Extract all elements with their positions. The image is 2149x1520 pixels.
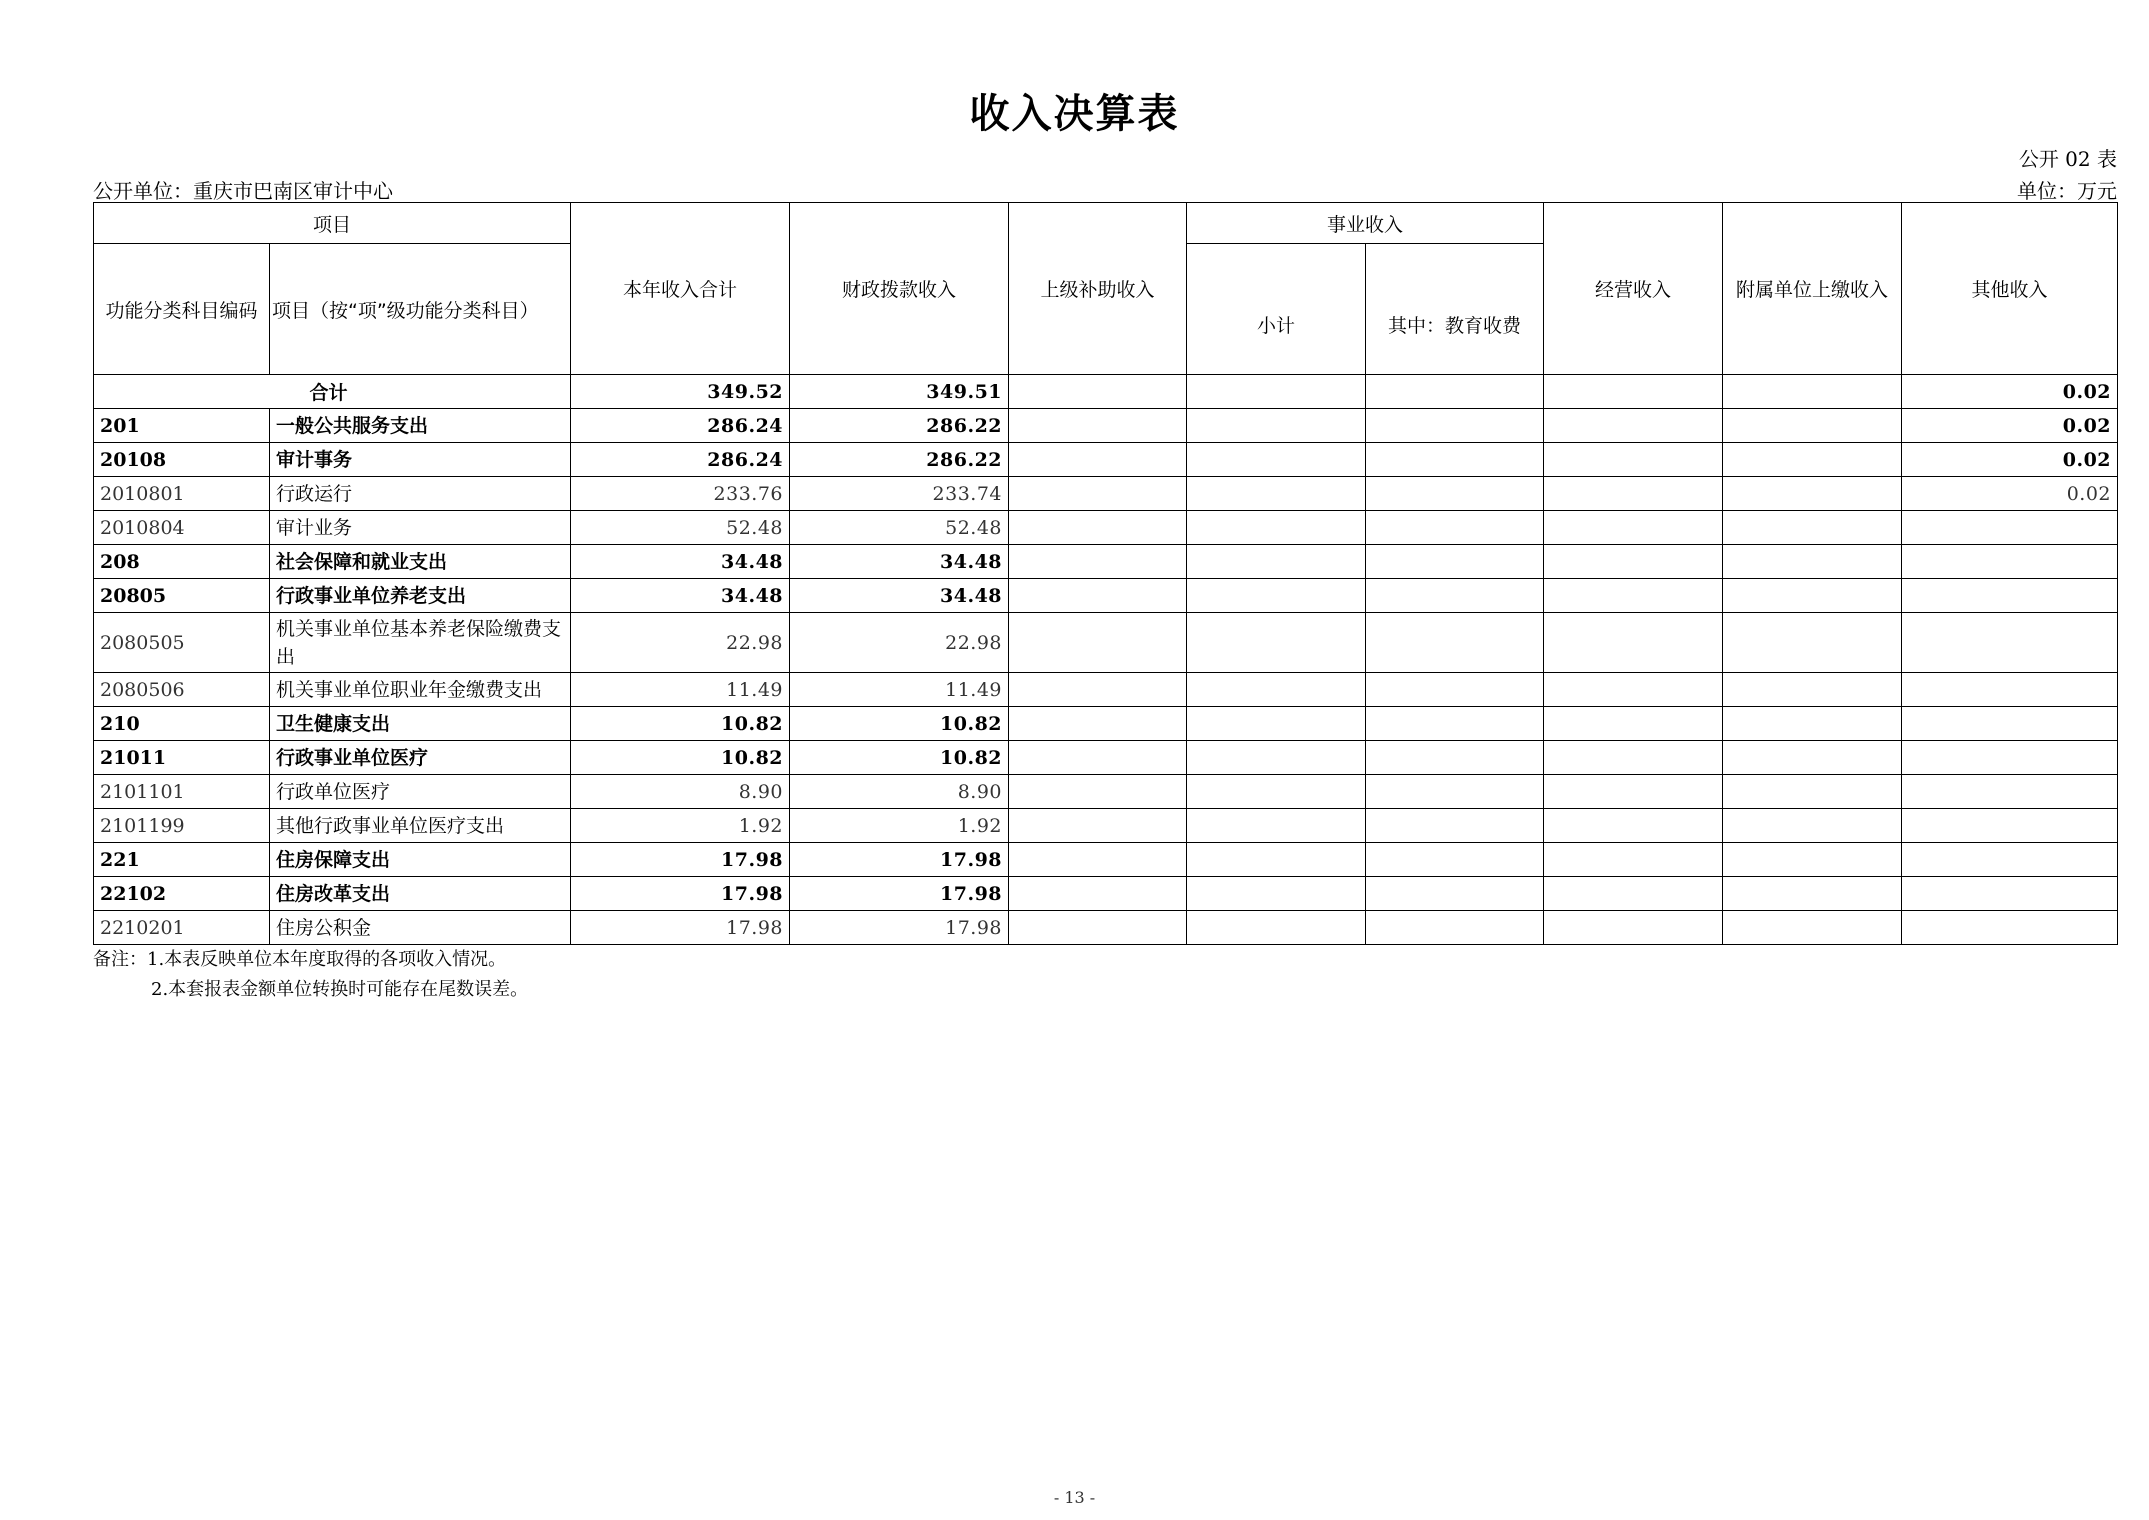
- empty-cell: [1009, 545, 1187, 579]
- header-code: 功能分类科目编码: [94, 244, 270, 375]
- row-fiscal: 11.49: [790, 673, 1009, 707]
- row-total-income: 8.90: [571, 775, 790, 809]
- row-fiscal: 17.98: [790, 843, 1009, 877]
- empty-cell: [1723, 673, 1902, 707]
- row-total-income: 22.98: [571, 613, 790, 673]
- empty-cell: [1187, 843, 1366, 877]
- empty-cell: [1723, 443, 1902, 477]
- row-other: 0.02: [1902, 409, 2118, 443]
- empty-cell: [1544, 741, 1723, 775]
- header-other: 其他收入: [1902, 203, 2118, 375]
- empty-cell: [1723, 579, 1902, 613]
- row-total-income: 10.82: [571, 741, 790, 775]
- row-other: [1902, 707, 2118, 741]
- header-name: 项目（按“项”级功能分类科目）: [270, 244, 571, 375]
- table-row: [94, 741, 2118, 775]
- row-name: 机关事业单位基本养老保险缴费支出: [270, 613, 571, 673]
- row-total-income: 233.76: [571, 477, 790, 511]
- row-other: [1902, 613, 2118, 673]
- empty-cell: [1366, 775, 1544, 809]
- empty-cell: [1723, 775, 1902, 809]
- empty-cell: [1544, 477, 1723, 511]
- empty-cell: [1366, 579, 1544, 613]
- row-name: 审计事务: [270, 443, 571, 477]
- empty-cell: [1187, 613, 1366, 673]
- row-fiscal: 22.98: [790, 613, 1009, 673]
- form-number: 公开 02 表: [2018, 147, 2117, 171]
- row-total-income: 34.48: [571, 579, 790, 613]
- row-name: 其他行政事业单位医疗支出: [270, 809, 571, 843]
- row-code: 210: [94, 707, 270, 741]
- reporting-unit: 公开单位：重庆市巴南区审计中心: [93, 179, 393, 203]
- row-fiscal: 286.22: [790, 443, 1009, 477]
- row-code: 2101199: [94, 809, 270, 843]
- row-fiscal: 52.48: [790, 511, 1009, 545]
- table-row: [94, 775, 2118, 809]
- row-fiscal: 10.82: [790, 707, 1009, 741]
- total-row: [94, 375, 2118, 409]
- row-other: [1902, 809, 2118, 843]
- empty-cell: [1009, 877, 1187, 911]
- row-other: [1902, 579, 2118, 613]
- row-name: 住房改革支出: [270, 877, 571, 911]
- empty-cell: [1009, 741, 1187, 775]
- total-spacer: [94, 375, 270, 409]
- empty-cell: [1366, 477, 1544, 511]
- row-other: [1902, 673, 2118, 707]
- empty-cell: [1544, 511, 1723, 545]
- empty-cell: [1187, 443, 1366, 477]
- row-name: 住房保障支出: [270, 843, 571, 877]
- table-row: [94, 545, 2118, 579]
- table-row: [94, 843, 2118, 877]
- empty-cell: [1723, 741, 1902, 775]
- row-fiscal: 1.92: [790, 809, 1009, 843]
- empty-cell: [1366, 511, 1544, 545]
- empty-cell: [1187, 545, 1366, 579]
- row-other: [1902, 511, 2118, 545]
- empty-cell: [1187, 477, 1366, 511]
- income-table: [93, 202, 2118, 945]
- empty-cell: [1187, 707, 1366, 741]
- empty-cell: [1544, 843, 1723, 877]
- header-total-income: 本年收入合计: [571, 203, 790, 375]
- row-other: [1902, 911, 2118, 945]
- empty-cell: [1544, 375, 1723, 409]
- empty-cell: [1723, 613, 1902, 673]
- row-other: [1902, 843, 2118, 877]
- row-name: 机关事业单位职业年金缴费支出: [270, 673, 571, 707]
- empty-cell: [1187, 911, 1366, 945]
- row-code: 22102: [94, 877, 270, 911]
- empty-cell: [1009, 511, 1187, 545]
- row-fiscal: 233.74: [790, 477, 1009, 511]
- empty-cell: [1187, 877, 1366, 911]
- page-number: - 13 -: [1053, 1488, 1096, 1507]
- empty-cell: [1009, 579, 1187, 613]
- total-income-value: 349.52: [571, 375, 790, 409]
- row-name: 行政运行: [270, 477, 571, 511]
- empty-cell: [1187, 409, 1366, 443]
- row-code: 201: [94, 409, 270, 443]
- row-total-income: 1.92: [571, 809, 790, 843]
- empty-cell: [1187, 809, 1366, 843]
- table-row: [94, 673, 2118, 707]
- row-code: 20108: [94, 443, 270, 477]
- empty-cell: [1009, 911, 1187, 945]
- header-business: 事业收入: [1187, 203, 1544, 244]
- empty-cell: [1187, 579, 1366, 613]
- empty-cell: [1544, 443, 1723, 477]
- empty-cell: [1009, 477, 1187, 511]
- empty-cell: [1723, 911, 1902, 945]
- empty-cell: [1366, 375, 1544, 409]
- empty-cell: [1723, 375, 1902, 409]
- header-operating: 经营收入: [1544, 203, 1723, 375]
- table-row: [94, 809, 2118, 843]
- empty-cell: [1723, 511, 1902, 545]
- row-total-income: 52.48: [571, 511, 790, 545]
- row-other: 0.02: [1902, 443, 2118, 477]
- empty-cell: [1366, 545, 1544, 579]
- table-row: [94, 911, 2118, 945]
- notes: [93, 945, 528, 1005]
- row-total-income: 17.98: [571, 911, 790, 945]
- row-fiscal: 17.98: [790, 911, 1009, 945]
- empty-cell: [1009, 843, 1187, 877]
- empty-cell: [1009, 809, 1187, 843]
- table-row: [94, 477, 2118, 511]
- empty-cell: [1723, 843, 1902, 877]
- empty-cell: [1366, 843, 1544, 877]
- row-name: 社会保障和就业支出: [270, 545, 571, 579]
- row-fiscal: 34.48: [790, 579, 1009, 613]
- row-total-income: 17.98: [571, 843, 790, 877]
- row-total-income: 17.98: [571, 877, 790, 911]
- header-project: 项目: [94, 203, 571, 244]
- empty-cell: [1544, 707, 1723, 741]
- row-total-income: 286.24: [571, 409, 790, 443]
- row-name: 一般公共服务支出: [270, 409, 571, 443]
- row-code: 21011: [94, 741, 270, 775]
- empty-cell: [1723, 477, 1902, 511]
- empty-cell: [1366, 877, 1544, 911]
- table-row: [94, 613, 2118, 673]
- row-fiscal: 34.48: [790, 545, 1009, 579]
- row-total-income: 34.48: [571, 545, 790, 579]
- empty-cell: [1723, 545, 1902, 579]
- empty-cell: [1544, 877, 1723, 911]
- row-fiscal: 17.98: [790, 877, 1009, 911]
- row-other: [1902, 775, 2118, 809]
- row-fiscal: 286.22: [790, 409, 1009, 443]
- total-other-value: 0.02: [1902, 375, 2118, 409]
- row-code: 2080506: [94, 673, 270, 707]
- currency-unit: 单位：万元: [2017, 179, 2117, 203]
- empty-cell: [1723, 809, 1902, 843]
- empty-cell: [1366, 809, 1544, 843]
- row-total-income: 11.49: [571, 673, 790, 707]
- row-code: 2010804: [94, 511, 270, 545]
- row-fiscal: 8.90: [790, 775, 1009, 809]
- table-row: [94, 443, 2118, 477]
- empty-cell: [1544, 911, 1723, 945]
- header-affiliated: 附属单位上缴收入: [1723, 203, 1902, 375]
- empty-cell: [1366, 613, 1544, 673]
- empty-cell: [1009, 409, 1187, 443]
- row-code: 2010801: [94, 477, 270, 511]
- row-name: 审计业务: [270, 511, 571, 545]
- note-1: 备注：1.本表反映单位本年度取得的各项收入情况。: [93, 949, 507, 970]
- row-name: 住房公积金: [270, 911, 571, 945]
- row-other: [1902, 877, 2118, 911]
- empty-cell: [1187, 511, 1366, 545]
- empty-cell: [1366, 443, 1544, 477]
- row-name: 行政事业单位养老支出: [270, 579, 571, 613]
- empty-cell: [1187, 741, 1366, 775]
- row-other: 0.02: [1902, 477, 2118, 511]
- table-row: [94, 707, 2118, 741]
- header-subtotal: 小计: [1187, 244, 1366, 375]
- header-fiscal: 财政拨款收入: [790, 203, 1009, 375]
- page-title: 收入决算表: [969, 91, 1180, 137]
- empty-cell: [1723, 707, 1902, 741]
- empty-cell: [1723, 877, 1902, 911]
- row-name: 行政单位医疗: [270, 775, 571, 809]
- empty-cell: [1544, 579, 1723, 613]
- empty-cell: [1544, 409, 1723, 443]
- empty-cell: [1187, 375, 1366, 409]
- table-row: [94, 579, 2118, 613]
- empty-cell: [1366, 741, 1544, 775]
- empty-cell: [1009, 775, 1187, 809]
- empty-cell: [1366, 707, 1544, 741]
- row-code: 20805: [94, 579, 270, 613]
- empty-cell: [1366, 409, 1544, 443]
- empty-cell: [1544, 775, 1723, 809]
- empty-cell: [1009, 375, 1187, 409]
- row-other: [1902, 545, 2118, 579]
- empty-cell: [1723, 409, 1902, 443]
- row-fiscal: 10.82: [790, 741, 1009, 775]
- empty-cell: [1366, 911, 1544, 945]
- header-education: 其中：教育收费: [1366, 244, 1544, 375]
- row-code: 221: [94, 843, 270, 877]
- row-code: 2101101: [94, 775, 270, 809]
- row-name: 行政事业单位医疗: [270, 741, 571, 775]
- empty-cell: [1544, 673, 1723, 707]
- row-total-income: 10.82: [571, 707, 790, 741]
- table-row: [94, 511, 2118, 545]
- empty-cell: [1009, 707, 1187, 741]
- empty-cell: [1187, 673, 1366, 707]
- row-other: [1902, 741, 2118, 775]
- row-code: 2210201: [94, 911, 270, 945]
- total-label: 合计: [270, 375, 571, 409]
- empty-cell: [1366, 673, 1544, 707]
- empty-cell: [1544, 809, 1723, 843]
- empty-cell: [1009, 613, 1187, 673]
- empty-cell: [1544, 613, 1723, 673]
- table-row: [94, 409, 2118, 443]
- empty-cell: [1544, 545, 1723, 579]
- note-2: 2.本套报表金额单位转换时可能存在尾数误差。: [151, 979, 529, 1000]
- row-name: 卫生健康支出: [270, 707, 571, 741]
- total-fiscal-value: 349.51: [790, 375, 1009, 409]
- empty-cell: [1187, 775, 1366, 809]
- header-superior: 上级补助收入: [1009, 203, 1187, 375]
- row-total-income: 286.24: [571, 443, 790, 477]
- table-row: [94, 877, 2118, 911]
- row-code: 2080505: [94, 613, 270, 673]
- row-code: 208: [94, 545, 270, 579]
- empty-cell: [1009, 443, 1187, 477]
- empty-cell: [1009, 673, 1187, 707]
